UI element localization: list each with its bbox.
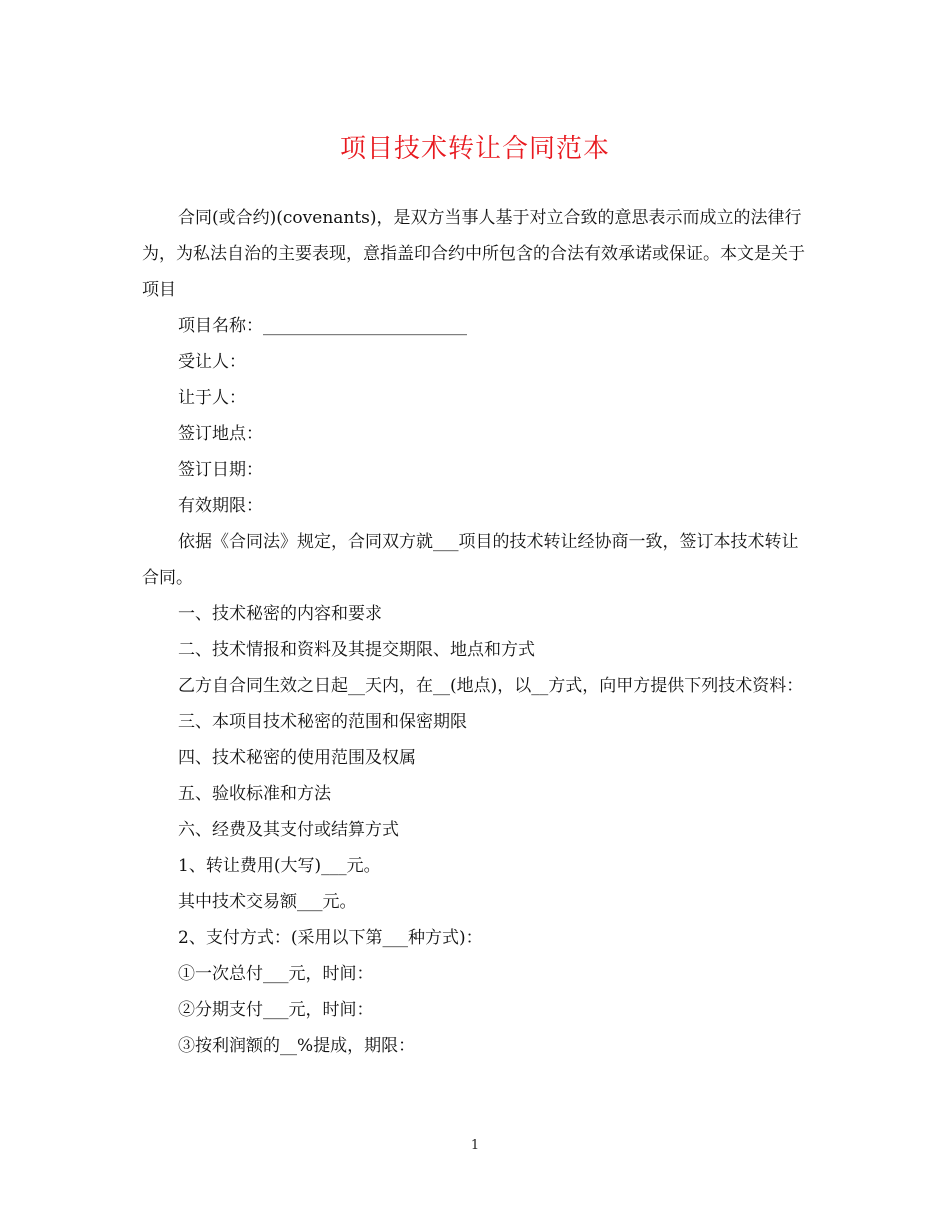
paragraph-signing-place: 签订地点：	[178, 424, 263, 444]
paragraph-payment-option-3: ③按利润额的__%提成，期限：	[178, 1036, 416, 1056]
paragraph-payment-option-2: ②分期支付___元，时间：	[178, 1000, 374, 1020]
section-heading-4: 四、技术秘密的使用范围及权属	[178, 748, 416, 768]
section-heading-2: 二、技术情报和资料及其提交期限、地点和方式	[178, 640, 535, 660]
paragraph-intro: 合同(或合约)(covenants)，是双方当事人基于对立合致的意思表示而成立的法律行为，为私法自治的主要表现，意指盖印合约中所包含的合法有效承诺或保证。本文是关于项目	[142, 208, 805, 300]
paragraph-payment-option-1: ①一次总付___元，时间：	[178, 964, 374, 984]
paragraph-signing-date: 签订日期：	[178, 460, 263, 480]
paragraph-materials-delivery: 乙方自合同生效之日起__天内，在__(地点)，以__方式，向甲方提供下列技术资料：	[178, 676, 804, 696]
paragraph-legal-basis: 依据《合同法》规定，合同双方就___项目的技术转让经协商一致，签订本技术转让合同。	[142, 532, 799, 588]
section-heading-3: 三、本项目技术秘密的范围和保密期限	[178, 712, 467, 732]
document-title: 项目技术转让合同范本	[339, 134, 610, 164]
section-heading-5: 五、验收标准和方法	[178, 784, 331, 804]
section-heading-6: 六、经费及其支付或结算方式	[178, 820, 399, 840]
paragraph-payment-method: 2、支付方式：(采用以下第___种方式)：	[178, 928, 483, 948]
paragraph-project-name: 项目名称：________________________	[178, 316, 467, 336]
paragraph-transferee: 受让人：	[178, 352, 246, 372]
paragraph-transferor: 让于人：	[178, 388, 246, 408]
section-heading-1: 一、技术秘密的内容和要求	[178, 604, 382, 624]
document-body	[142, 200, 812, 1064]
page-number: 1	[470, 1138, 480, 1153]
paragraph-transaction-amount: 其中技术交易额___元。	[178, 892, 357, 912]
paragraph-transfer-fee: 1、转让费用(大写)___元。	[178, 856, 381, 876]
paragraph-validity-period: 有效期限：	[178, 496, 263, 516]
